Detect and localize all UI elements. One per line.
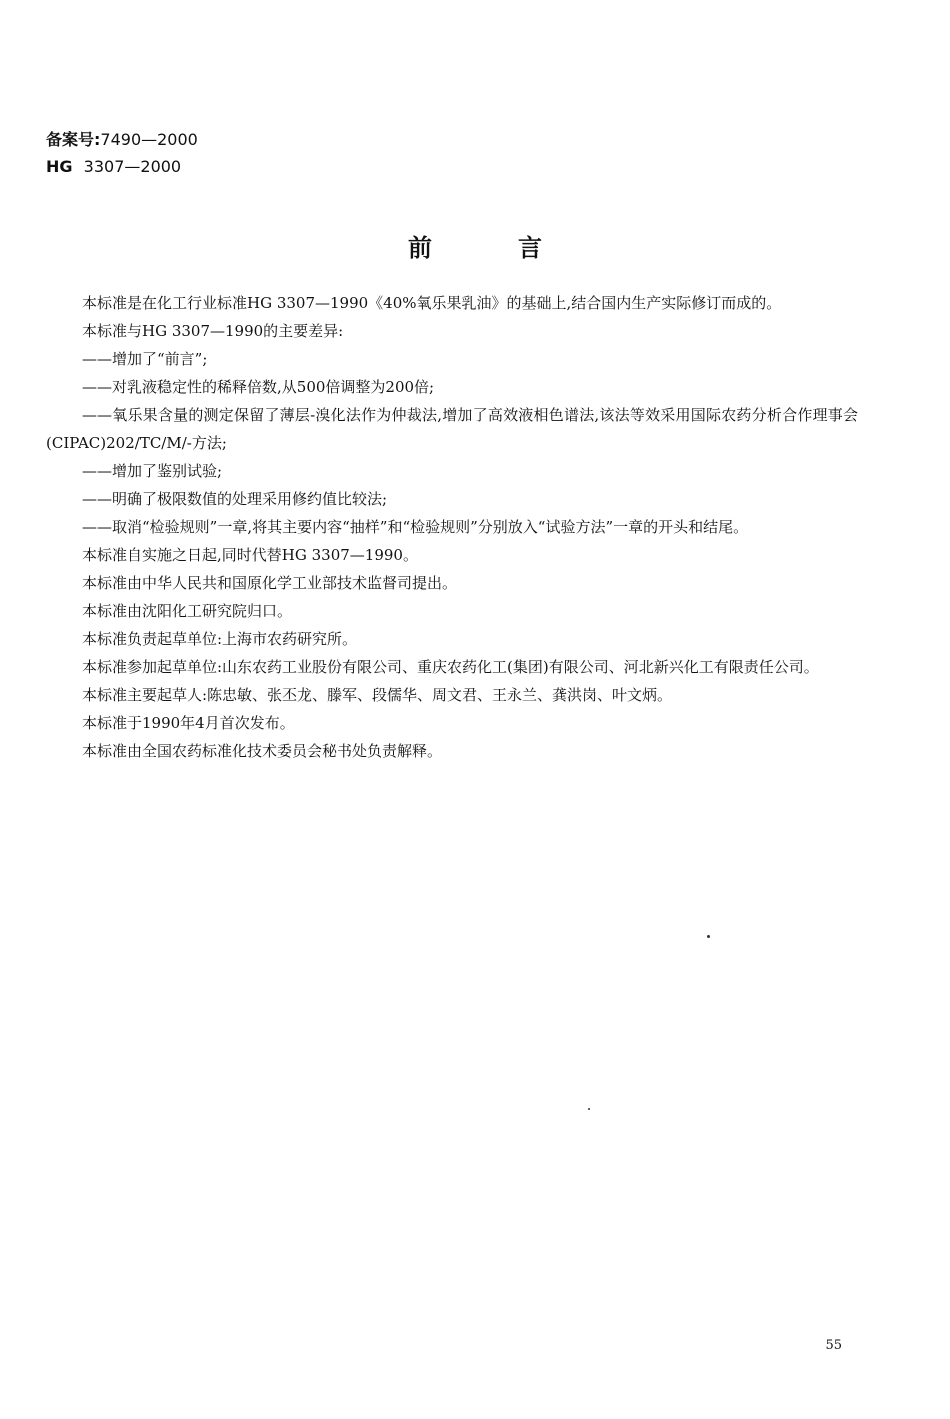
scan-speck xyxy=(588,1108,590,1110)
paragraph: 本标准由中华人民共和国原化学工业部技术监督司提出。 xyxy=(82,574,458,592)
filing-record xyxy=(46,126,198,153)
page-number: 55 xyxy=(825,1338,842,1353)
paragraph: 本标准主要起草人:陈忠敏、张丕龙、滕军、段儒华、周文君、王永兰、龚洪岗、叶文炳。 xyxy=(82,686,673,704)
page-title xyxy=(0,228,950,263)
paragraph: 本标准是在化工行业标准HG 3307—1990《40%氧乐果乳油》的基础上,结合国内生产实际修订而成的。 xyxy=(82,294,782,312)
paragraph: 本标准自实施之日起,同时代替HG 3307—1990。 xyxy=(82,546,418,564)
paragraph: 本标准负责起草单位:上海市农药研究所。 xyxy=(82,630,358,648)
list-item: ——增加了“前言”; xyxy=(82,350,208,368)
paragraph: 本标准由全国农药标准化技术委员会秘书处负责解释。 xyxy=(82,742,443,760)
standard-prefix: HG xyxy=(46,157,73,176)
list-item: ——增加了鉴别试验; xyxy=(82,462,223,480)
filing-label: 备案号: xyxy=(46,130,101,149)
paragraph: 本标准由沈阳化工研究院归口。 xyxy=(82,602,293,620)
filing-number: 7490—2000 xyxy=(100,130,198,149)
standard-number: 3307—2000 xyxy=(83,157,182,176)
paragraph: 本标准参加起草单位:山东农药工业股份有限公司、重庆农药化工(集团)有限公司、河北新兴化工有限责任公司。 xyxy=(82,658,819,676)
list-item: ——明确了极限数值的处理采用修约值比较法; xyxy=(82,490,388,508)
foreword-body xyxy=(46,289,858,765)
title-char-1: 前 xyxy=(408,233,432,262)
paragraph: 本标准与HG 3307—1990的主要差异: xyxy=(82,322,344,340)
list-item: ——取消“检验规则”一章,将其主要内容“抽样”和“检验规则”分别放入“试验方法”一章的开头和结尾。 xyxy=(82,518,749,536)
scan-speck xyxy=(707,935,710,938)
paragraph: 本标准于1990年4月首次发布。 xyxy=(82,714,295,732)
title-char-2: 言 xyxy=(518,233,542,262)
list-item: ——对乳液稳定性的稀释倍数,从500倍调整为200倍; xyxy=(82,378,435,396)
list-item: ——氧乐果含量的测定保留了薄层-溴化法作为仲裁法,增加了高效液相色谱法,该法等效采用国际农药分析合作理事会(CIPAC)202/TC/M/-方法; xyxy=(46,406,858,452)
document-header xyxy=(46,126,198,180)
standard-code xyxy=(46,153,198,180)
